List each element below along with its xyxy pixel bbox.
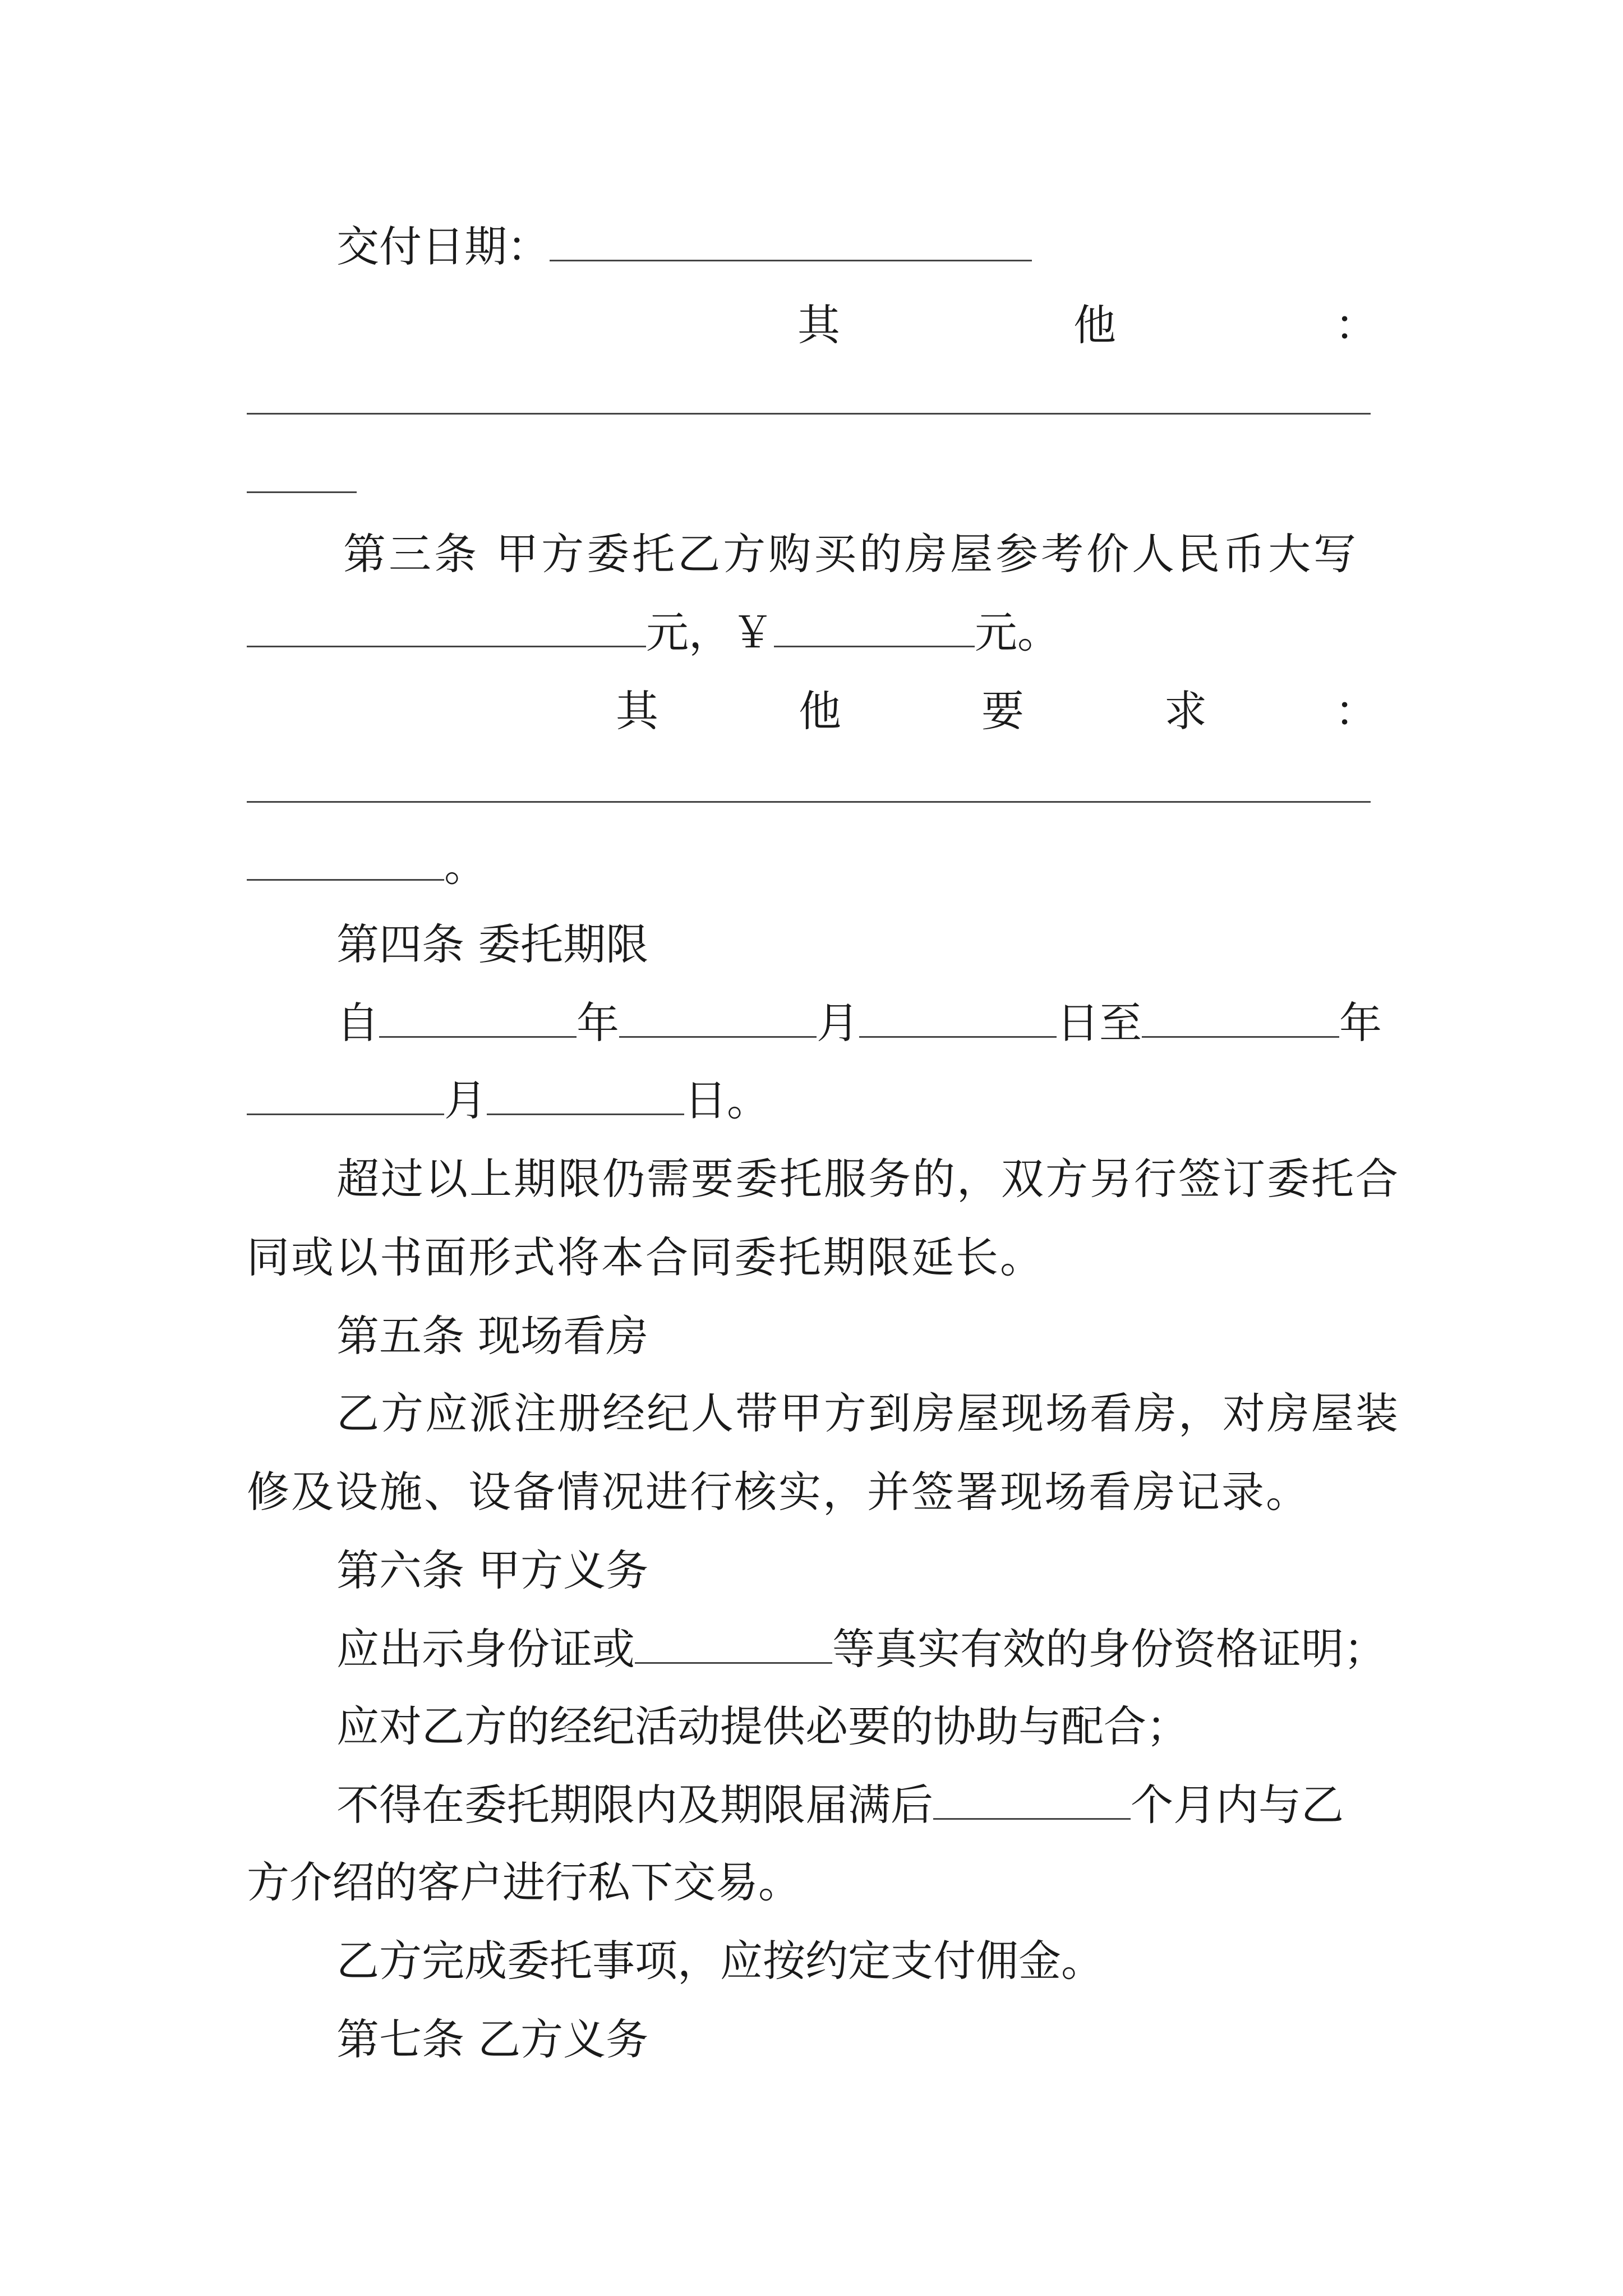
other-rule-1[interactable] bbox=[247, 413, 1371, 415]
private-deal-post: 个月内与乙 bbox=[1131, 1780, 1344, 1830]
month-label-2: 月 bbox=[444, 1075, 487, 1125]
end-day-blank[interactable] bbox=[487, 1074, 684, 1115]
yen-sign: ￥ bbox=[731, 608, 774, 657]
from-label: 自 bbox=[336, 998, 379, 1048]
article-5-title: 第五条 现场看房 bbox=[336, 1311, 649, 1361]
req-char-2: 他 bbox=[799, 686, 841, 736]
start-day-blank[interactable] bbox=[859, 997, 1057, 1038]
article-4-dates-line-2 bbox=[247, 1073, 769, 1129]
id-pre: 应出示身份证或 bbox=[336, 1624, 635, 1674]
end-month-blank[interactable] bbox=[247, 1074, 444, 1115]
delivery-date-label: 交付日期： bbox=[336, 222, 550, 272]
requirements-blank-2[interactable] bbox=[247, 840, 444, 881]
id-post: 等真实有效的身份资格证明； bbox=[832, 1624, 1386, 1674]
article-5-line-2: 修及设施、设备情况进行核实，并签署现场看房记录。 bbox=[247, 1467, 1310, 1517]
article-3-line-1: 第三条 甲方委托乙方购买的房屋参考价人民币大写 bbox=[343, 529, 1359, 579]
day-to-label: 日至 bbox=[1057, 998, 1142, 1048]
requirements-line-2 bbox=[247, 838, 487, 894]
period-mark: 。 bbox=[444, 841, 487, 891]
article-6-item-d: 乙方完成委托事项，应按约定支付佣金。 bbox=[336, 1936, 1104, 1986]
delivery-date-line bbox=[336, 219, 1032, 275]
article-3-line-2 bbox=[247, 605, 1060, 661]
article-6-title: 第六条 甲方义务 bbox=[336, 1545, 649, 1595]
id-doc-blank[interactable] bbox=[635, 1623, 832, 1664]
price-words-blank[interactable] bbox=[247, 606, 646, 647]
article-7-title: 第七条 乙方义务 bbox=[336, 2014, 649, 2064]
article-6-item-c-line-2: 方介绍的客户进行私下交易。 bbox=[247, 1857, 801, 1907]
other-rule-2[interactable] bbox=[247, 491, 357, 493]
article-4-dates-line-1 bbox=[336, 995, 1382, 1051]
end-year-blank[interactable] bbox=[1142, 997, 1339, 1038]
yuan-end-label: 元。 bbox=[975, 608, 1060, 657]
yuan-label: 元， bbox=[646, 608, 731, 657]
year-label: 年 bbox=[577, 998, 619, 1048]
start-year-blank[interactable] bbox=[379, 997, 577, 1038]
article-4-title: 第四条 委托期限 bbox=[336, 919, 649, 969]
start-month-blank[interactable] bbox=[619, 997, 817, 1038]
extension-line-1: 超过以上期限仍需要委托服务的，双方另行签订委托合 bbox=[336, 1154, 1400, 1204]
req-char-4: 求 bbox=[1164, 686, 1207, 736]
article-5-line-1: 乙方应派注册经纪人带甲方到房屋现场看房，对房屋装 bbox=[336, 1388, 1400, 1438]
day-end-label: 日。 bbox=[684, 1075, 769, 1125]
other-requirements-heading bbox=[0, 683, 1623, 739]
year-label-2: 年 bbox=[1339, 998, 1382, 1048]
extension-line-2: 同或以书面形式将本合同委托期限延长。 bbox=[247, 1232, 1044, 1282]
req-char-3: 要 bbox=[981, 686, 1024, 736]
requirements-rule-1[interactable] bbox=[247, 801, 1371, 803]
months-blank[interactable] bbox=[933, 1779, 1131, 1820]
req-char-1: 其 bbox=[616, 686, 658, 736]
other-colon: ： bbox=[1335, 300, 1377, 350]
other-char-1: 其 bbox=[797, 300, 840, 350]
req-colon: ： bbox=[1335, 686, 1377, 736]
other-char-2: 他 bbox=[1073, 300, 1116, 350]
private-deal-pre: 不得在委托期限内及期限届满后 bbox=[336, 1780, 933, 1830]
article-6-item-c-line-1 bbox=[336, 1777, 1344, 1833]
article-6-item-b: 应对乙方的经纪活动提供必要的协助与配合； bbox=[336, 1701, 1189, 1751]
other-heading bbox=[0, 297, 1623, 353]
delivery-date-blank[interactable] bbox=[550, 220, 1032, 261]
price-number-blank[interactable] bbox=[774, 606, 975, 647]
month-label: 月 bbox=[817, 998, 859, 1048]
article-6-item-a bbox=[336, 1621, 1386, 1677]
